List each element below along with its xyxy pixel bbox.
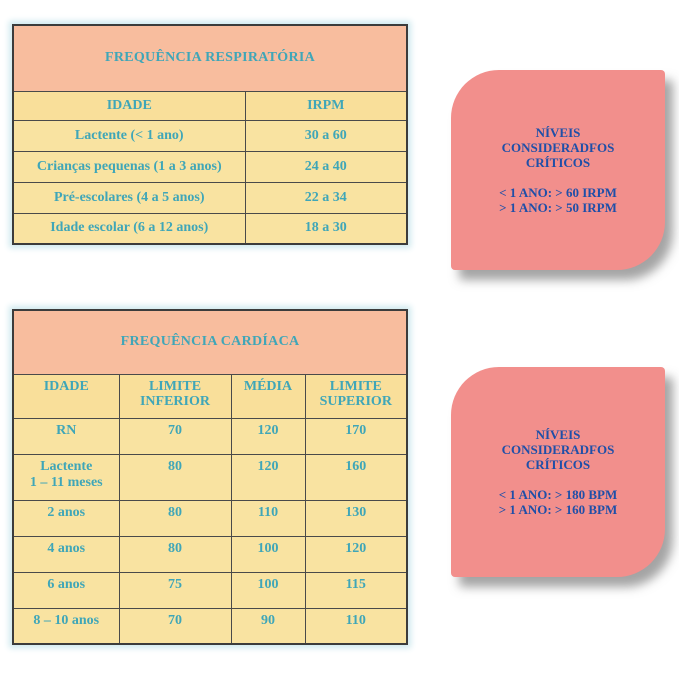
callout-heading-line: CRÍTICOS	[525, 155, 591, 170]
table-row	[13, 213, 407, 244]
table-row	[13, 151, 407, 182]
column-header-lower-limit	[119, 374, 231, 418]
age-cell: 2 anos	[13, 500, 119, 536]
column-header-upper-limit	[305, 374, 407, 418]
callout-heading-line: NÍVEIS	[535, 125, 581, 140]
irpm-cell: 22 a 34	[245, 182, 407, 213]
callout-heading-line: CONSIDERADFOS	[501, 442, 615, 457]
table-title: FREQUÊNCIA CARDÍACA	[13, 310, 407, 374]
table-row	[13, 182, 407, 213]
mean-cell: 90	[231, 608, 305, 644]
age-cell: 4 anos	[13, 536, 119, 572]
critical-levels-respiratory-callout	[451, 70, 665, 270]
lower-limit-cell: 80	[119, 454, 231, 500]
callout-value: > 1 ANO: > 50 IRPM	[499, 200, 617, 215]
age-cell: Crianças pequenas (1 a 3 anos)	[13, 151, 245, 182]
age-cell	[13, 454, 119, 500]
mean-cell: 120	[231, 454, 305, 500]
age-cell: 6 anos	[13, 572, 119, 608]
table-row	[13, 536, 407, 572]
irpm-cell: 24 a 40	[245, 151, 407, 182]
respiratory-rate-table	[12, 24, 408, 245]
lower-limit-cell: 70	[119, 608, 231, 644]
table-row	[13, 500, 407, 536]
mean-cell: 100	[231, 536, 305, 572]
table-row	[13, 454, 407, 500]
table-row	[13, 120, 407, 151]
table-row	[13, 418, 407, 454]
age-cell: Lactente (< 1 ano)	[13, 120, 245, 151]
upper-limit-cell: 110	[305, 608, 407, 644]
mean-cell: 100	[231, 572, 305, 608]
header-line: INFERIOR	[139, 393, 210, 409]
callout-heading-line: CONSIDERADFOS	[501, 140, 615, 155]
upper-limit-cell: 170	[305, 418, 407, 454]
table-row	[13, 572, 407, 608]
age-line: 1 – 11 meses	[29, 474, 103, 490]
column-header-age: IDADE	[13, 91, 245, 120]
column-header-irpm: IRPM	[245, 91, 407, 120]
header-line: LIMITE	[148, 378, 202, 394]
age-cell: 8 – 10 anos	[13, 608, 119, 644]
callout-value: < 1 ANO: > 60 IRPM	[499, 185, 617, 200]
mean-cell: 110	[231, 500, 305, 536]
upper-limit-cell: 115	[305, 572, 407, 608]
callout-value: > 1 ANO: > 160 BPM	[498, 502, 618, 517]
header-line: SUPERIOR	[319, 393, 392, 409]
column-header-age	[13, 374, 119, 418]
critical-levels-cardiac-callout	[451, 367, 665, 577]
mean-cell: 120	[231, 418, 305, 454]
lower-limit-cell: 80	[119, 536, 231, 572]
callout-value: < 1 ANO: > 180 BPM	[498, 487, 618, 502]
column-header-mean	[231, 374, 305, 418]
age-line: Lactente	[40, 458, 93, 474]
upper-limit-cell: 120	[305, 536, 407, 572]
irpm-cell: 18 a 30	[245, 213, 407, 244]
lower-limit-cell: 80	[119, 500, 231, 536]
lower-limit-cell: 70	[119, 418, 231, 454]
table-row	[13, 608, 407, 644]
cardiac-rate-table	[12, 309, 408, 645]
callout-heading-line: CRÍTICOS	[525, 457, 591, 472]
irpm-cell: 30 a 60	[245, 120, 407, 151]
age-cell: Idade escolar (6 a 12 anos)	[13, 213, 245, 244]
header-line: IDADE	[43, 378, 89, 394]
age-cell: Pré-escolares (4 a 5 anos)	[13, 182, 245, 213]
upper-limit-cell: 130	[305, 500, 407, 536]
lower-limit-cell: 75	[119, 572, 231, 608]
header-line: MÉDIA	[243, 378, 293, 394]
callout-heading-line: NÍVEIS	[535, 427, 581, 442]
table-title: FREQUÊNCIA RESPIRATÓRIA	[13, 25, 407, 91]
upper-limit-cell: 160	[305, 454, 407, 500]
age-cell: RN	[13, 418, 119, 454]
header-line: LIMITE	[329, 378, 382, 394]
